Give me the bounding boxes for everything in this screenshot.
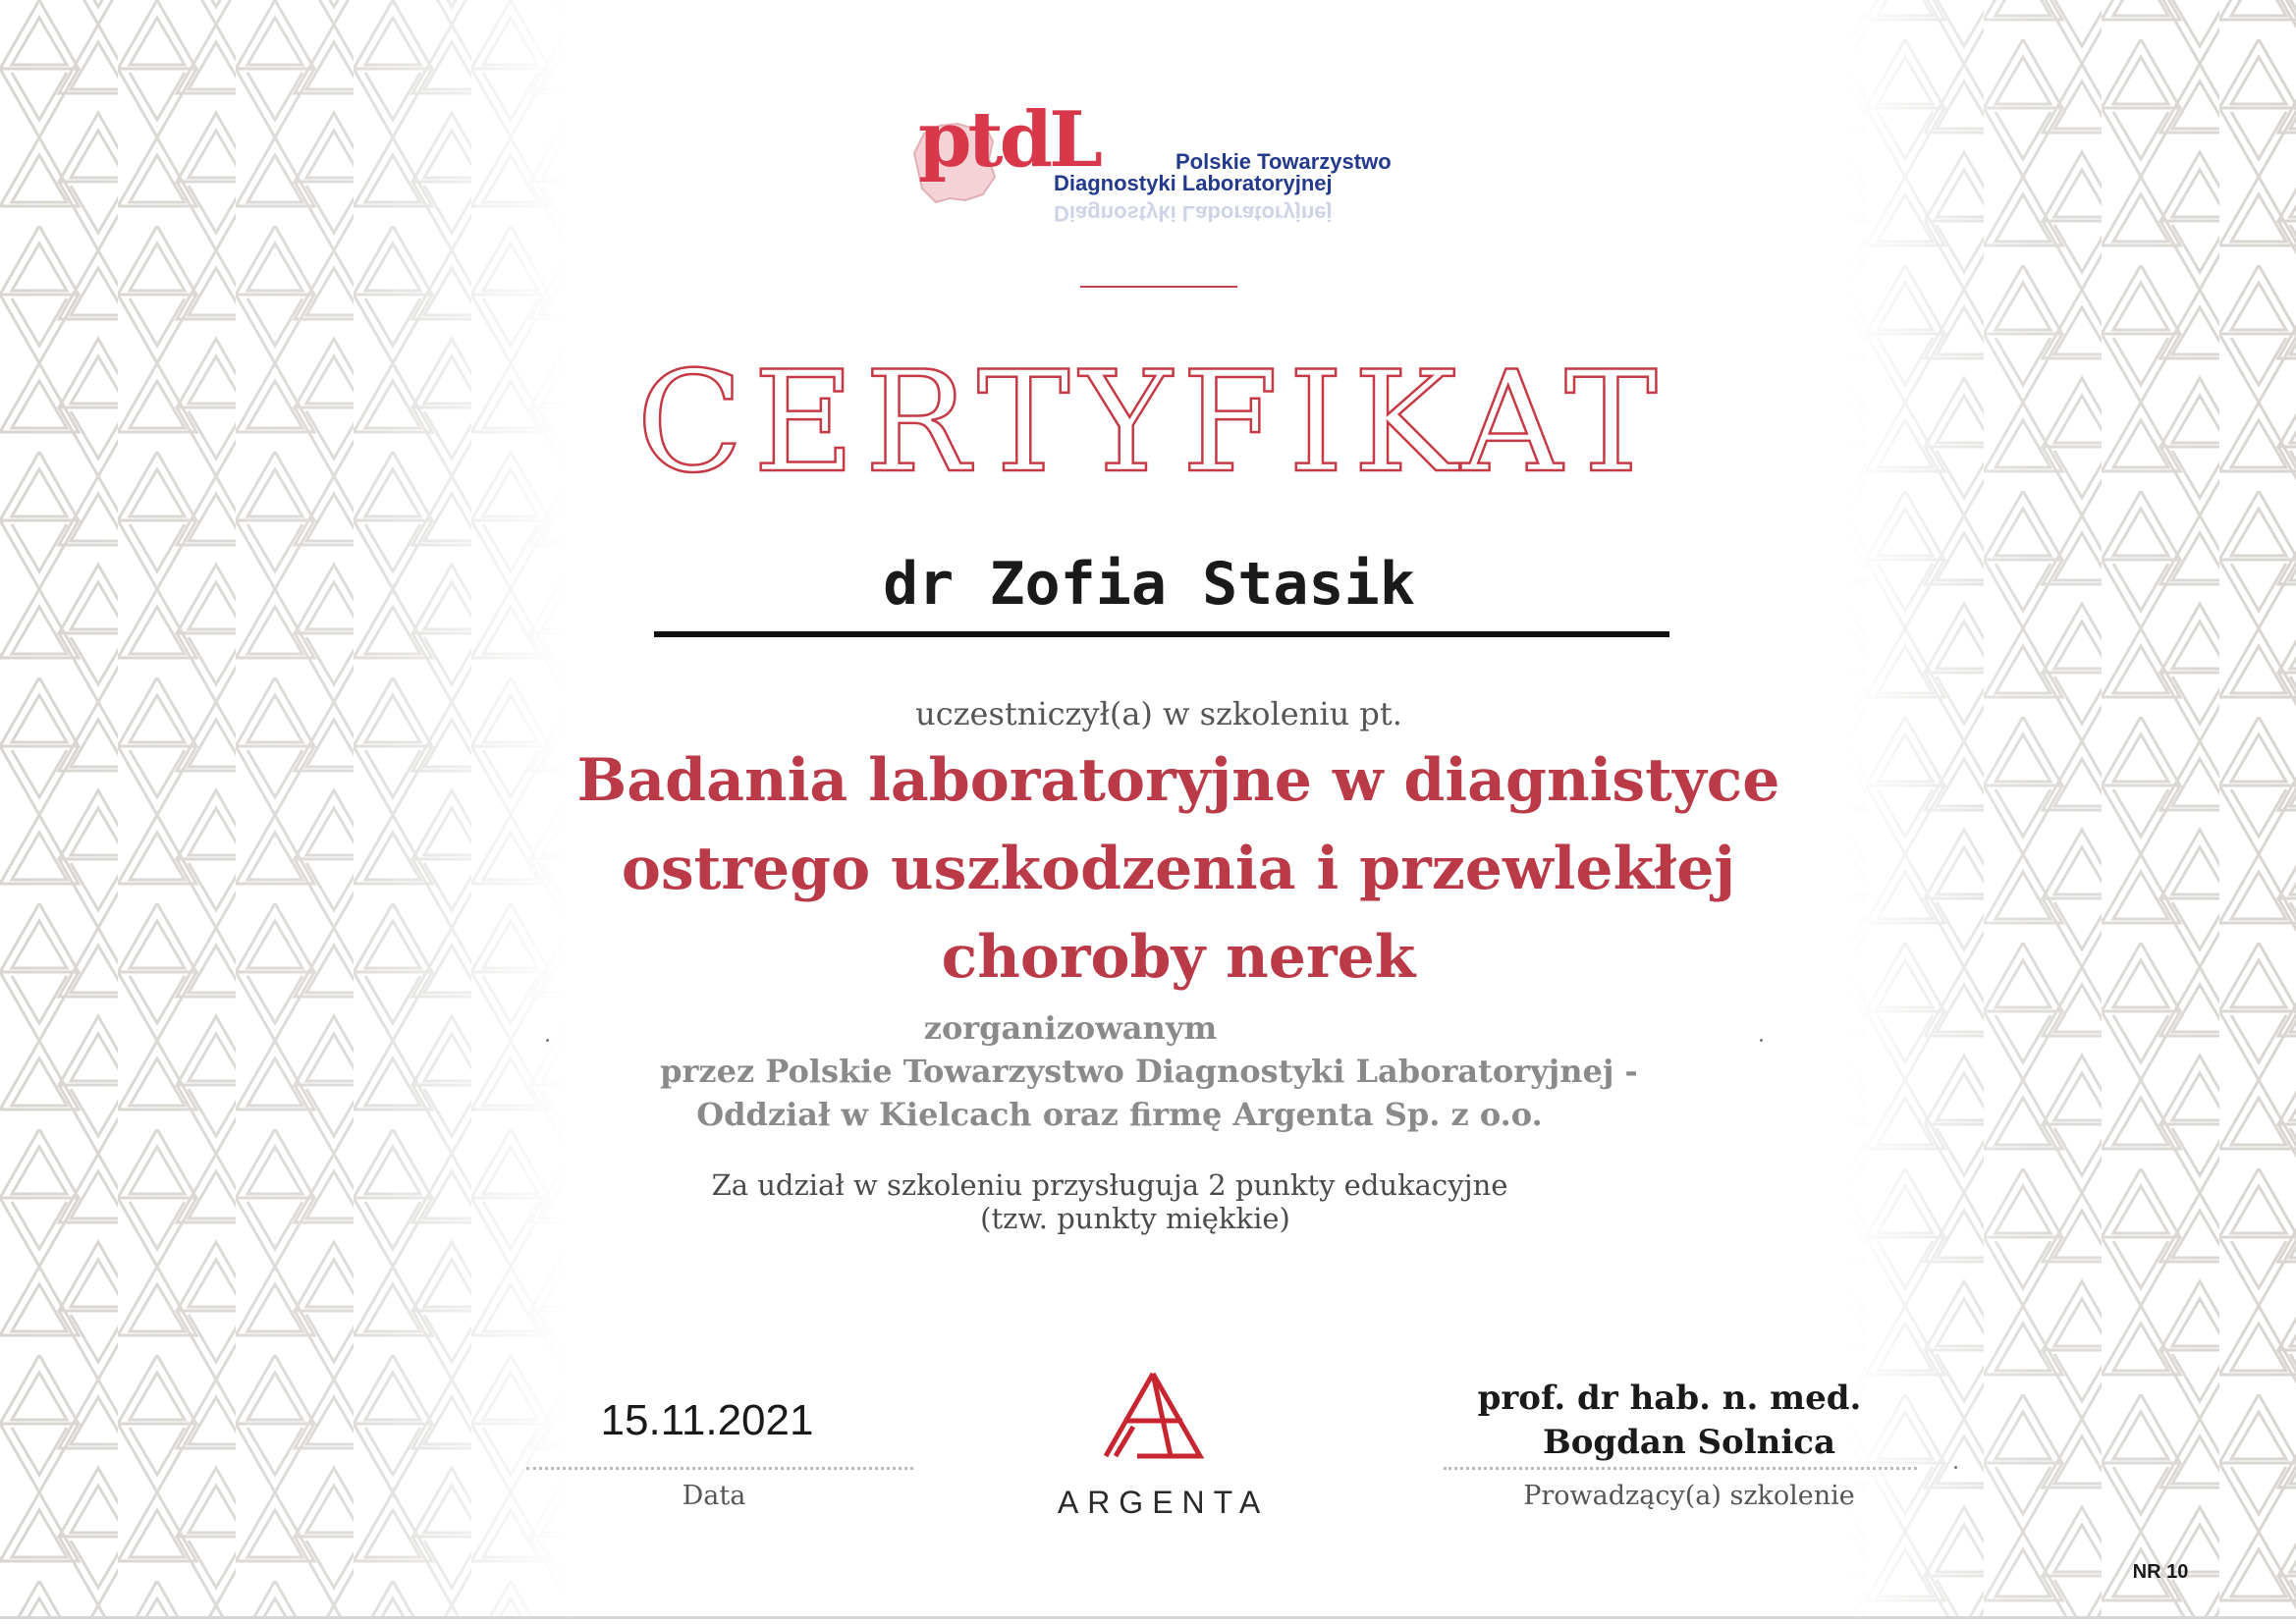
leader-name xyxy=(1444,1377,1895,1465)
organizer-text xyxy=(491,1006,1807,1136)
logo-reflection: Diagnostyki Laboratoryjnej xyxy=(1054,201,1333,226)
ptdl-logo xyxy=(899,95,1409,226)
decorative-dot xyxy=(1954,1466,1957,1469)
course-title xyxy=(491,736,1866,1001)
course-title-line: choroby nerek xyxy=(941,923,1416,992)
course-title-line: Badania laboratoryjne w diagnistyce xyxy=(576,746,1780,815)
decorative-pattern-left xyxy=(0,0,570,1616)
date-value: 15.11.2021 xyxy=(600,1396,814,1444)
logo-line-2: Diagnostyki Laboratoryjnej xyxy=(1054,171,1333,195)
date-signature-line xyxy=(526,1467,913,1470)
decorative-pattern-right xyxy=(1846,0,2296,1616)
argenta-a-icon xyxy=(1098,1370,1208,1460)
leader-name-line: prof. dr hab. n. med. xyxy=(1477,1379,1862,1418)
organizer-line: Oddział w Kielcach oraz firmę Argenta Sp. z o.o. xyxy=(696,1096,1543,1133)
recipient-name: dr Zofia Stasik xyxy=(883,550,1415,619)
page-bottom-border xyxy=(0,1616,2296,1619)
leader-name-line: Bogdan Solnica xyxy=(1542,1423,1836,1462)
logo-line-1: Polskie Towarzystwo xyxy=(1175,149,1392,174)
certificate-title: CERTYFIKAT xyxy=(636,342,1667,504)
divider-rule xyxy=(1080,286,1237,288)
leader-signature-line xyxy=(1444,1467,1917,1470)
logo-brand-text: ptdL xyxy=(918,95,1099,185)
participation-text: uczestniczył(a) w szkoleniu pt. xyxy=(915,695,1402,732)
course-title-line: ostrego uszkodzenia i przewlekłej xyxy=(621,835,1736,903)
date-label: Data xyxy=(682,1481,746,1511)
leader-label: Prowadzący(a) szkolenie xyxy=(1523,1481,1855,1511)
points-line: (tzw. punkty miękkie) xyxy=(980,1202,1290,1235)
argenta-wordmark: ARGENTA xyxy=(1057,1485,1270,1520)
recipient-underline xyxy=(654,631,1669,637)
organizer-line: zorganizowanym xyxy=(923,1009,1218,1047)
certificate-number: NR 10 xyxy=(2132,1561,2189,1583)
organizer-line: przez Polskie Towarzystwo Diagnostyki Laboratoryjnej - xyxy=(660,1053,1638,1090)
education-points-text xyxy=(589,1168,1669,1235)
points-line: Za udział w szkoleniu przysługuja 2 punkty edukacyjne xyxy=(711,1168,1508,1202)
